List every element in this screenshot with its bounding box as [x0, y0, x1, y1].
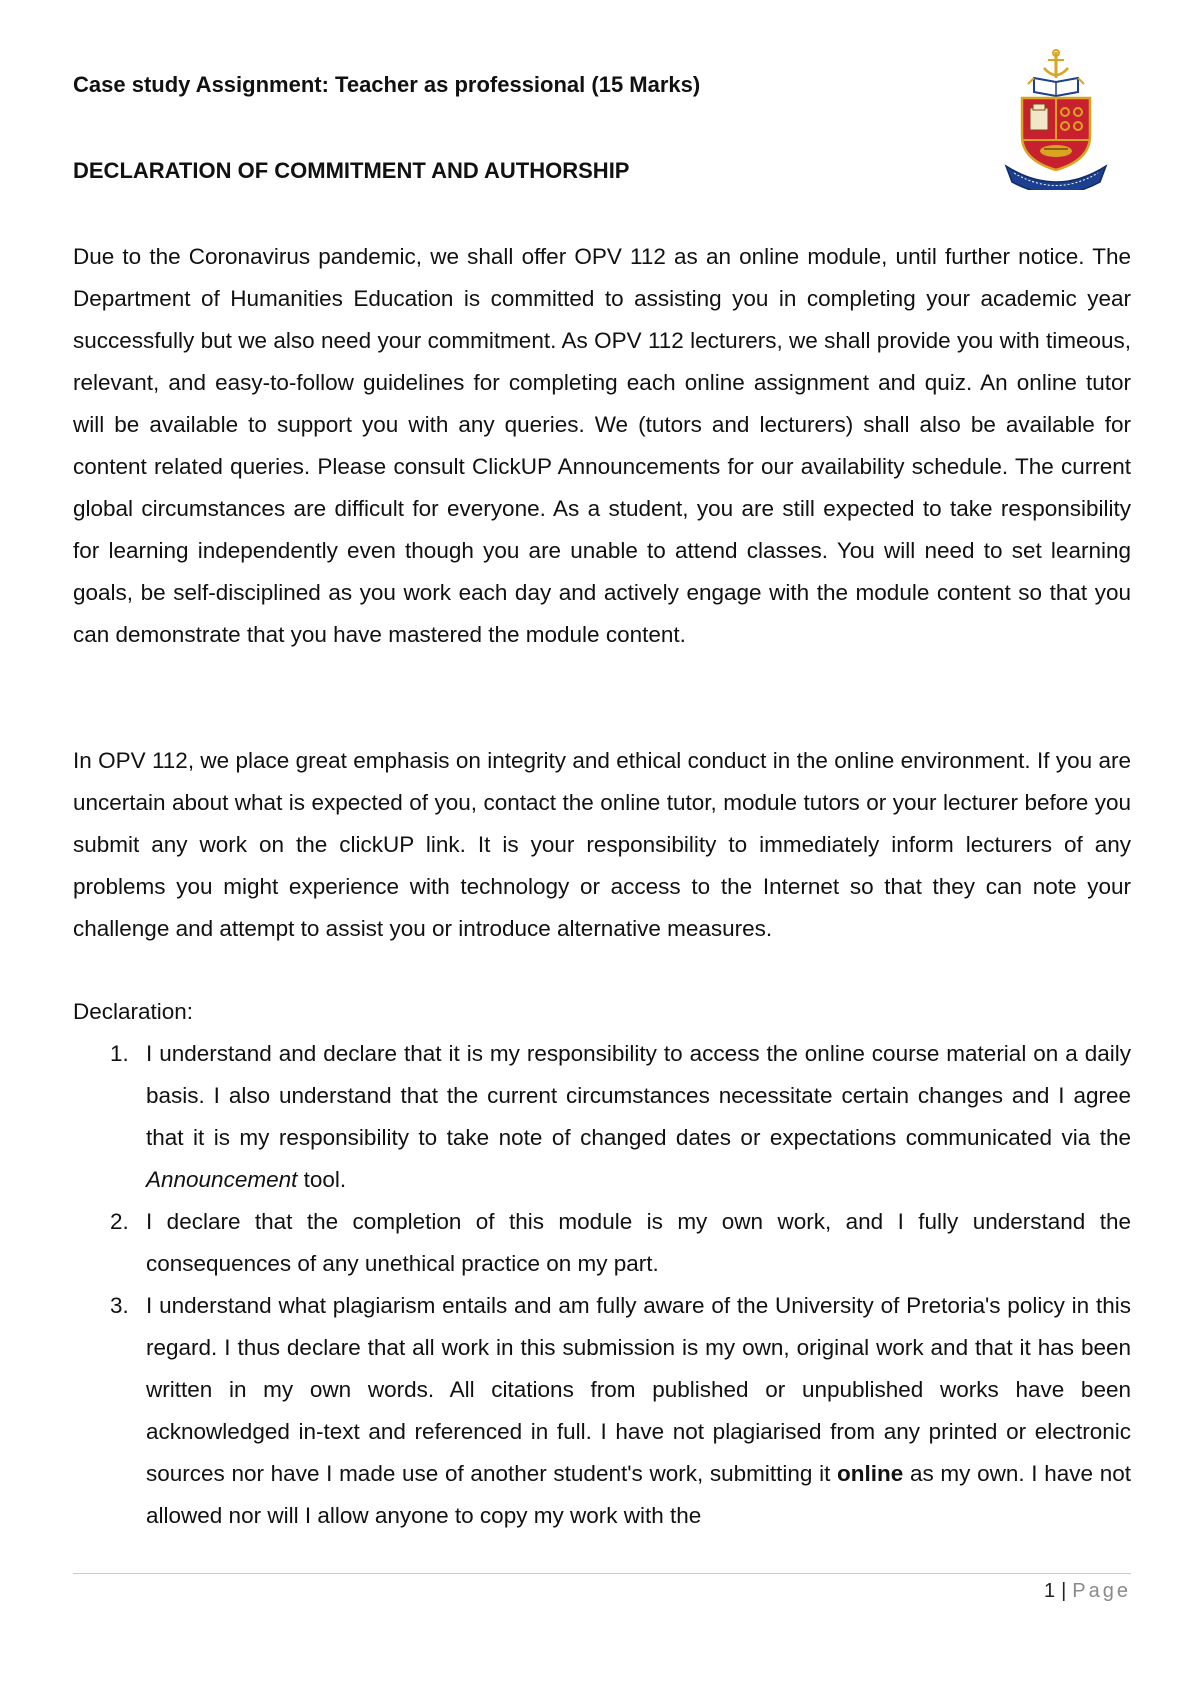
declaration-item-text-end: tool.: [297, 1167, 347, 1192]
page-separator: |: [1061, 1580, 1067, 1602]
crest-anchor-icon: [1044, 50, 1068, 78]
declaration-heading: DECLARATION OF COMMITMENT AND AUTHORSHIP: [73, 158, 630, 183]
footer-divider: [73, 1573, 1131, 1574]
declaration-item-bold: online: [837, 1461, 904, 1486]
page-number: 1: [1043, 1580, 1056, 1602]
crest-book-icon: [1028, 78, 1084, 96]
declaration-item-text-end: as my own. I have not allowed nor will I allow anyone to copy my work with the: [146, 1461, 1131, 1528]
declaration-item-3: [73, 1285, 1131, 1537]
page-word: Page: [1072, 1580, 1131, 1602]
declaration-item-italic: Announcement: [146, 1167, 298, 1192]
declaration-item-number: 1.: [110, 1041, 129, 1066]
integrity-paragraph: In OPV 112, we place great emphasis on integrity and ethical conduct in the online environment. If you are uncertain about what is expected of you, contact the online tutor, module tutors or your lecturer before you submit any work on the clickUP link. It is your responsibility to immediately inform lecturers of any problems you might experience with technology or access to the Internet so that they can note your challenge and attempt to assist you or introduce alternative measures.: [73, 748, 1131, 941]
declaration-item-text: I understand what plagiarism entails and am fully aware of the University of Pretoria's policy in this regard. I thus declare that all work in this submission is my own, original work and that it has been written in my own words. All citations from published or unpublished works have been acknowledged in-text and referenced in full. I have not plagiarised from any printed or electronic sources nor have I made use of another student's work, submitting it: [146, 1293, 1131, 1486]
intro-paragraph: Due to the Coronavirus pandemic, we shall offer OPV 112 as an online module, until further notice. The Department of Humanities Education is committed to assisting you in completing your academic year successfully but we also need your commitment. As OPV 112 lecturers, we shall provide you with timeous, relevant, and easy-to-follow guidelines for completing each online assignment and quiz. An online tutor will be available to support you with any queries. We (tutors and lecturers) shall also be available for content related queries. Please consult ClickUP Announcements for our availability schedule. The current global circumstances are difficult for everyone. As a student, you are still expected to take responsibility for learning independently even though you are unable to attend classes. You will need to set learning goals, be self-disciplined as you work each day and actively engage with the module content so that you can demonstrate that you have mastered the module content.: [73, 244, 1131, 647]
page-footer: [1044, 1580, 1131, 1603]
declaration-item-text: I declare that the completion of this module is my own work, and I fully understand the consequences of any unethical practice on my part.: [146, 1209, 1131, 1276]
document-title: Case study Assignment: Teacher as professional (15 Marks): [73, 72, 701, 97]
declaration-item-number: 3.: [110, 1293, 129, 1318]
declaration-label: Declaration:: [73, 999, 194, 1024]
declaration-item-1: [73, 1033, 1131, 1201]
declaration-item-text: I understand and declare that it is my responsibility to access the online course material on a daily basis. I also understand that the current circumstances necessitate certain changes and I agree that it is my responsibility to take note of changed dates or expectations communicated via the: [146, 1041, 1131, 1150]
declaration-item-2: [73, 1201, 1131, 1285]
university-crest-logo: [1000, 48, 1112, 190]
declaration-list: [73, 1033, 1131, 1537]
declaration-item-number: 2.: [110, 1209, 129, 1234]
crest-shield: [1022, 98, 1090, 170]
